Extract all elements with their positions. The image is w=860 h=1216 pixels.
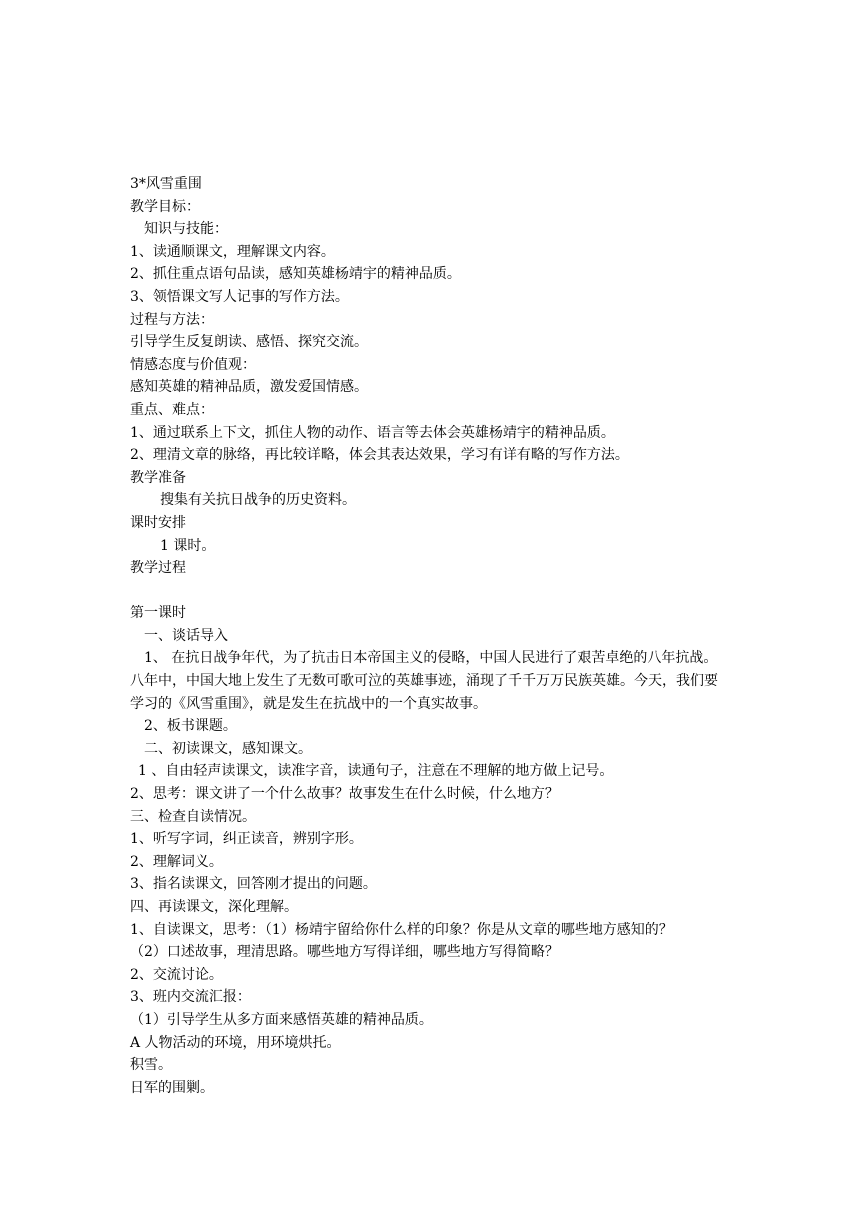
section-heading: 教学目标： bbox=[130, 198, 200, 215]
text-line: 1、自读课文，思考：（1）杨靖宇留给你什么样的印象？你是从文章的哪些地方感知的？ bbox=[130, 921, 673, 938]
text-line: 2、理解词义。 bbox=[130, 853, 223, 870]
text-line: A 人物活动的环境，用环境烘托。 bbox=[130, 1034, 341, 1051]
document-page bbox=[130, 173, 730, 1099]
text-line: 2、抓住重点语句品读，感知英雄杨靖宇的精神品质。 bbox=[130, 266, 461, 283]
document-title: 3*风雪重围 bbox=[130, 176, 202, 192]
text-line: 2、交流讨论。 bbox=[130, 966, 223, 983]
text-line: 日军的围剿。 bbox=[130, 1079, 214, 1096]
text-line: 感知英雄的精神品质，激发爱国情感。 bbox=[130, 379, 368, 396]
text-line: 1 、自由轻声读课文，读准字音，读通句子，注意在不理解的地方做上记号。 bbox=[138, 763, 614, 780]
text-line: 积雪。 bbox=[130, 1057, 172, 1074]
section-heading: 教学过程 bbox=[130, 560, 186, 577]
subheading: 知识与技能： bbox=[144, 221, 228, 238]
text-line: 1、读通顺课文，理解课文内容。 bbox=[130, 243, 335, 260]
subheading: 二、初读课文，感知课文。 bbox=[144, 740, 312, 757]
subheading: 过程与方法： bbox=[130, 311, 214, 328]
text-line: 1、听写字词，纠正读音，辨别字形。 bbox=[130, 831, 363, 848]
text-line: 3、领悟课文写人记事的写作方法。 bbox=[130, 288, 349, 305]
text-line: 搜集有关抗日战争的历史资料。 bbox=[160, 492, 356, 509]
text-line: （2）口述故事，理清思路。哪些地方写得详细，哪些地方写得简略？ bbox=[130, 944, 559, 961]
text-line: 引导学生反复朗读、感悟、探究交流。 bbox=[130, 334, 368, 351]
text-line: 1 课时。 bbox=[160, 537, 216, 554]
text-line: 2、理清文章的脉络，再比较详略，体会其表达效果，学习有详有略的写作方法。 bbox=[130, 447, 629, 464]
text-line: 3、指名读课文，回答刚才提出的问题。 bbox=[130, 876, 377, 893]
section-heading: 第一课时 bbox=[130, 605, 186, 622]
section-heading: 课时安排 bbox=[130, 514, 186, 531]
subheading: 三、检查自读情况。 bbox=[130, 808, 256, 825]
blank-line bbox=[130, 580, 730, 603]
text-line: 1、通过联系上下文，抓住人物的动作、语言等去体会英雄杨靖宇的精神品质。 bbox=[130, 424, 615, 441]
text-line: 3、班内交流汇报： bbox=[130, 989, 251, 1006]
section-heading: 重点、难点： bbox=[130, 401, 214, 418]
subheading: 四、再读课文，深化理解。 bbox=[130, 899, 298, 915]
subheading: 一、谈话导入 bbox=[144, 627, 228, 644]
text-line: （1）引导学生从多方面来感悟英雄的精神品质。 bbox=[130, 1011, 433, 1028]
subheading: 情感态度与价值观： bbox=[130, 356, 256, 373]
paragraph: 1、 在抗日战争年代，为了抗击日本帝国主义的侵略，中国人民进行了艰苦卓绝的八年抗战。八年中，中国大地上发生了无数可歌可泣的英雄事迹，涌现了千千万万民族英雄。今天，我们要学习的《风雪重围》，就是发生在抗战中的一个真实故事。 bbox=[130, 650, 718, 712]
text-line: 2、思考：课文讲了一个什么故事？故事发生在什么时候，什么地方？ bbox=[130, 786, 559, 803]
section-heading: 教学准备 bbox=[130, 469, 186, 486]
text-line: 2、板书课题。 bbox=[144, 718, 237, 735]
